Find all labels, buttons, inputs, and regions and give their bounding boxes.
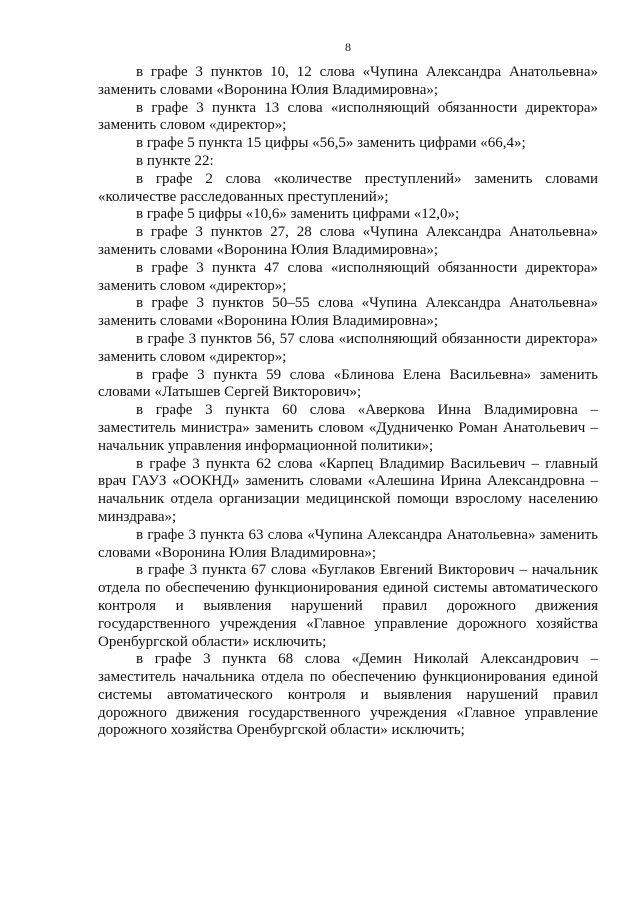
paragraph: в графе 3 пунктов 50–55 слова «Чупина Александра Анатольевна» заменить словами «Воронина Юлия Владимировна»;: [98, 295, 598, 330]
paragraph: в графе 3 пунктов 56, 57 слова «исполняющий обязанности директора» заменить словом «директор»;: [98, 330, 598, 365]
paragraph: в графе 5 цифры «10,6» заменить цифрами «12,0»;: [136, 206, 460, 223]
paragraph: в графе 3 пункта 59 слова «Блинова Елена Васильевна» заменить словами «Латышев Сергей Викторович»;: [98, 366, 598, 401]
paragraph: в графе 3 пункта 67 слова «Буглаков Евгений Викторович – начальник отдела по обеспечению функционирования единой системы автоматического контроля и выявления нарушений правил дорожного движения государственного учреждения «Главное управление дорожного хозяйства Оренбургской области» исключить;: [98, 562, 598, 650]
paragraph: в графе 5 пункта 15 цифры «56,5» заменить цифрами «66,4»;: [136, 135, 526, 152]
paragraph: в графе 3 пунктов 27, 28 слова «Чупина Александра Анатольевна» заменить словами «Воронина Юлия Владимировна»;: [98, 224, 598, 258]
paragraph: в графе 3 пункта 63 слова «Чупина Александра Анатольевна» заменить словами «Воронина Юлия Владимировна»;: [98, 526, 598, 561]
paragraph: в графе 3 пункта 13 слова «исполняющий обязанности директора» заменить словом «директор»;: [98, 99, 598, 134]
paragraph: в графе 3 пункта 62 слова «Карпец Владимир Васильевич – главный врач ГАУЗ «ООКНД» заменить словами «Алешина Ирина Александровна – начальник отдела организации медицинской помощи взрослому населению минздрава»;: [98, 455, 598, 525]
paragraph: в пункте 22:: [136, 152, 214, 169]
paragraph: в графе 3 пункта 60 слова «Аверкова Инна Владимировна – заместитель министра» заменить словом «Дудниченко Роман Анатольевич – начальник управления информационной политики»;: [98, 402, 598, 454]
paragraph: в графе 3 пунктов 10, 12 слова «Чупина Александра Анатольевна» заменить словами «Воронина Юлия Владимировна»;: [98, 64, 598, 98]
page-number: 8: [345, 40, 351, 54]
paragraph: в графе 2 слова «количестве преступлений» заменить словами «количестве расследованных преступлений»;: [98, 170, 598, 205]
paragraph: в графе 3 пункта 47 слова «исполняющий обязанности директора» заменить словом «директор»;: [98, 259, 598, 294]
paragraph: в графе 3 пункта 68 слова «Демин Николай Александрович – заместитель начальника отдела по обеспечению функционирования единой системы автоматического контроля и выявления нарушений правил дорожного движения государственного учреждения «Главное управление дорожного хозяйства Оренбургской области» исключить;: [98, 651, 598, 739]
